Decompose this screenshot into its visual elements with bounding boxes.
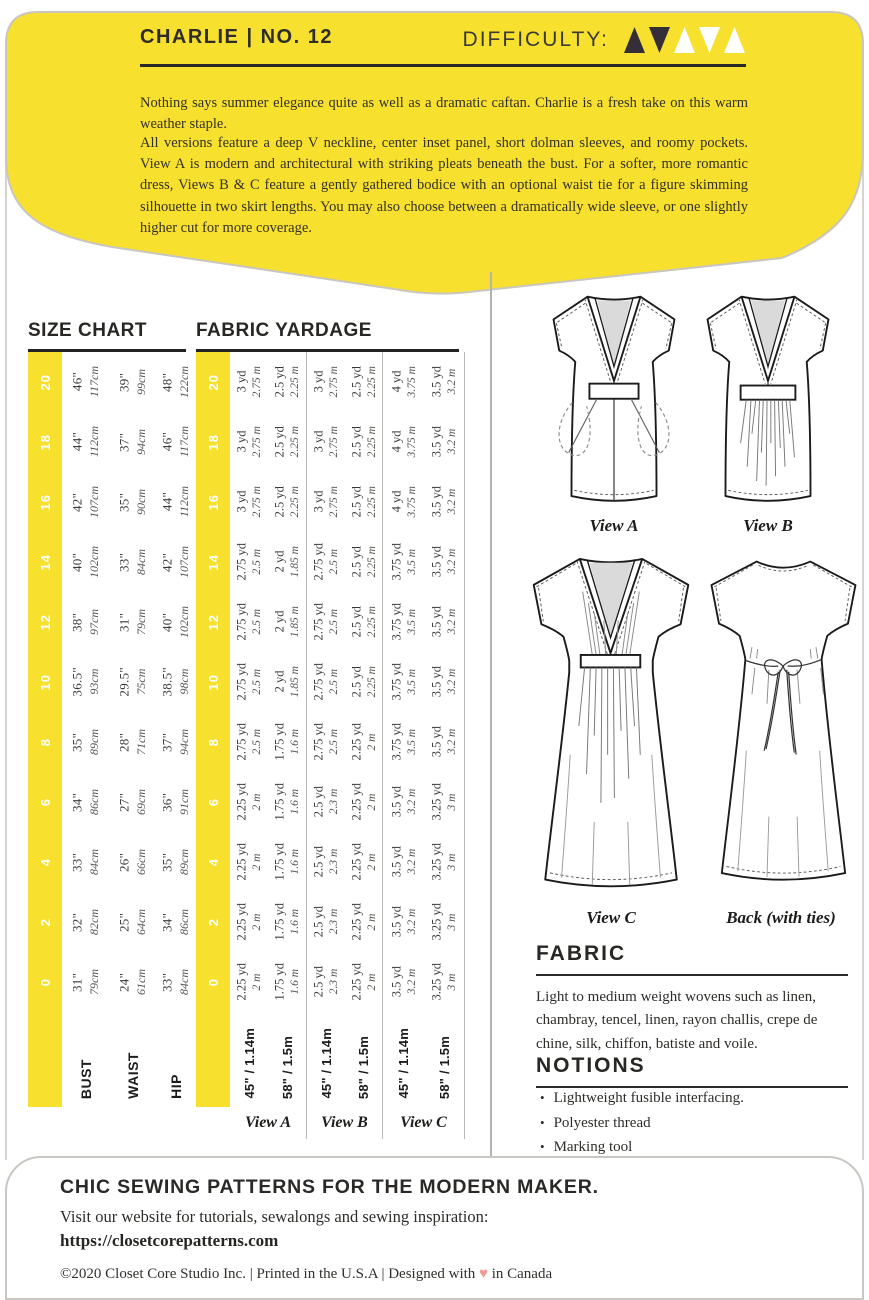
waist-measurement-cell: 27" 69cm [116,789,149,815]
difficulty-triangle-icon [723,26,746,54]
hip-measurement-cell: 40" 102cm [159,606,192,638]
yardage-cell: 2.5 yd 2.25 m [349,666,378,698]
view-a-illustration [543,292,685,514]
size-cell: 8 [28,712,62,772]
yardage-cell: 2.75 yd 2.5 m [234,663,264,701]
size-cell: 6 [196,772,230,832]
fabric-width-label: 45" / 1.14m [306,1012,345,1107]
yardage-cell: 2.25 yd 2 m [349,903,378,941]
yardage-cell: 2.5 yd 2.25 m [349,426,378,458]
size-cell: 14 [28,532,62,592]
yardage-cell: 3.25 yd 3 m [424,832,465,892]
yardage-cell: 3 yd 2.75 m [306,352,345,412]
size-cell: 10 [196,652,230,712]
yardage-cell: 4 yd 3.75 m [382,472,424,532]
size-cell: 18 [28,412,62,472]
yardage-cell: 1.75 yd 1.6 m [272,903,302,941]
yardage-cell: 3.5 yd 3.2 m [424,472,465,532]
pattern-title: CHARLIE | NO. 12 [140,26,333,48]
waist-measurement-cell: 33" 84cm [116,549,149,575]
footer-copyright [60,1266,552,1283]
fabric-yardage-table [196,352,465,1139]
waist-measurement-cell: 31" 79cm [116,609,149,635]
fabric-yardage-heading: FABRIC YARDAGE [196,320,459,352]
size-cell: 6 [28,772,62,832]
yardage-cell: 3 yd 2.75 m [306,472,345,532]
footer-website-url: https://closetcorepatterns.com [60,1231,279,1250]
yardage-cell: 2.5 yd 2.3 m [306,892,345,952]
yardage-cell: 3.75 yd 3.5 m [382,712,424,772]
yardage-cell: 2.5 yd 2.25 m [349,546,378,578]
size-bar-end [196,1012,230,1107]
size-cell: 4 [196,832,230,892]
yardage-cell: 3.5 yd 3.2 m [424,352,465,412]
yardage-cell: 2.75 yd 2.5 m [234,723,264,761]
yardage-cell: 2.75 yd 2.5 m [306,532,345,592]
measure-label: HIP [168,1074,184,1099]
notion-item: • Polyester thread [540,1115,840,1132]
copyright-text: ©2020 Closet Core Studio Inc. | Printed in the U.S.A | Designed with [60,1266,480,1282]
hip-measurement-cell: 34" 86cm [159,909,192,935]
waist-measurement-cell: 28" 71cm [116,729,149,755]
yardage-cell: 3.5 yd 3.2 m [424,412,465,472]
yardage-cell: 4 yd 3.75 m [382,412,424,472]
size-cell: 10 [28,652,62,712]
difficulty-row [420,26,746,54]
yardage-cell: 3.5 yd 3.2 m [382,892,424,952]
yardage-cell: 3.5 yd 3.2 m [424,532,465,592]
size-cell: 16 [28,472,62,532]
size-cell: 0 [28,952,62,1012]
yardage-cell: 2.5 yd 2.3 m [306,772,345,832]
measure-label: BUST [78,1058,94,1099]
view-column-label: View C [382,1107,465,1139]
view-b-illustration [697,292,839,514]
notion-item: • Lightweight fusible interfacing. [540,1090,840,1107]
yardage-cell: 3 yd 2.75 m [306,412,345,472]
hip-measurement-cell: 35" 89cm [159,849,192,875]
size-cell: 14 [196,532,230,592]
waist-measurement-cell: 25" 64cm [116,909,149,935]
waist-measurement-cell: 37" 94cm [116,429,149,455]
hip-measurement-cell: 42" 107cm [159,546,192,578]
size-cell: 2 [28,892,62,952]
yardage-cell: 2.25 yd 2 m [349,723,378,761]
yardage-cell: 2.5 yd 2.3 m [306,952,345,1012]
yardage-cell: 2.75 yd 2.5 m [234,543,264,581]
footer-tagline: CHIC SEWING PATTERNS FOR THE MODERN MAKER. [60,1176,599,1198]
difficulty-triangle-icon [673,26,696,54]
back-view-label: Back (with ties) [726,908,836,927]
yardage-cell: 2.25 yd 2 m [234,903,264,941]
fabric-width-label: 58" / 1.5m [356,1035,371,1099]
yardage-cell: 3.25 yd 3 m [424,892,465,952]
yardage-cell: 3 yd 2.75 m [234,426,264,458]
yardage-cell: 1.75 yd 1.6 m [272,783,302,821]
yardage-cell: 2.75 yd 2.5 m [306,652,345,712]
size-cell: 4 [28,832,62,892]
size-cell: 12 [28,592,62,652]
difficulty-triangle-icon [698,26,721,54]
intro-paragraph-2: All versions feature a deep V neckline, center inset panel, short dolman sleeves, and roomy pockets. View A is modern and architectural with striking pleats beneath the bust. For a softer, more romantic dress, Views B & C feature a gently gathered bodice with an optional waist tie for a figure skimming silhouette in two skirt lengths. You may also choose between a dramatically wide sleeve, or one slightly higher cut for more coverage. [140,134,748,237]
yardage-cell: 3.5 yd 3.2 m [424,652,465,712]
yardage-cell: 3.75 yd 3.5 m [382,652,424,712]
yardage-cell: 2.5 yd 2.3 m [306,832,345,892]
yardage-cell: 1.75 yd 1.6 m [272,963,302,1001]
yardage-cell: 2 yd 1.85 m [272,666,302,698]
yardage-cell: 3.5 yd 3.2 m [382,832,424,892]
bust-measurement-cell: 36.5" 93cm [69,667,102,697]
yardage-cell: 3.5 yd 3.2 m [424,592,465,652]
waist-measurement-cell: 26" 66cm [116,849,149,875]
measure-label: WAIST [125,1052,141,1099]
hip-measurement-cell: 33" 84cm [159,969,192,995]
yardage-cell: 3.25 yd 3 m [424,952,465,1012]
size-cell: 18 [196,412,230,472]
bust-measurement-cell: 42" 107cm [69,486,102,518]
view-column-label: View A [244,1114,292,1131]
yardage-cell: 2 yd 1.85 m [272,606,302,638]
back-view-illustration [703,553,863,892]
bust-measurement-cell: 44" 112cm [69,426,102,458]
hip-measurement-cell: 37" 94cm [159,729,192,755]
yardage-cell: 2.25 yd 2 m [349,843,378,881]
yardage-cell: 3.5 yd 3.2 m [382,772,424,832]
size-cell: 2 [196,892,230,952]
hip-measurement-cell: 46" 117cm [159,426,192,458]
fabric-section-heading: FABRIC [536,942,848,976]
yardage-cell: 2.75 yd 2.5 m [306,592,345,652]
waist-measurement-cell: 39" 99cm [116,369,149,395]
difficulty-icon [623,26,746,54]
waist-measurement-cell: 29.5" 75cm [116,667,149,697]
bust-measurement-cell: 34" 86cm [69,789,102,815]
yardage-cell: 2.25 yd 2 m [234,783,264,821]
copyright-text-end: in Canada [487,1266,553,1282]
view-b-label: View B [743,516,793,535]
yardage-cell: 2 yd 1.85 m [272,546,302,578]
yardage-cell: 3.5 yd 3.2 m [424,712,465,772]
difficulty-triangle-icon [648,26,671,54]
difficulty-label: DIFFICULTY: [462,28,609,51]
notion-item: • Marking tool [540,1139,840,1156]
yardage-cell: 2.5 yd 2.25 m [349,606,378,638]
bust-measurement-cell: 38" 97cm [69,609,102,635]
size-cell: 20 [28,352,62,412]
yardage-cell: 2.25 yd 2 m [349,963,378,1001]
notions-list [540,1090,840,1164]
size-chart-table [28,352,196,1107]
yardage-cell: 3 yd 2.75 m [234,366,264,398]
yardage-cell: 2.5 yd 2.25 m [349,366,378,398]
yardage-cell: 1.75 yd 1.6 m [272,723,302,761]
view-a-label: View A [589,516,639,535]
waist-measurement-cell: 35" 90cm [116,489,149,515]
yardage-cell: 2.75 yd 2.5 m [306,712,345,772]
fabric-description: Light to medium weight wovens such as linen, chambray, tencel, linen, rayon challis, crepe de chine, silk, chiffon, batiste and voile. [536,989,818,1052]
hip-measurement-cell: 44" 112cm [159,486,192,518]
column-divider [490,272,492,1156]
intro-paragraph-1: Nothing says summer elegance quite as well as a dramatic caftan. Charlie is a fresh take on this warm weather staple. [140,94,748,132]
bust-measurement-cell: 40" 102cm [69,546,102,578]
notions-section-heading: NOTIONS [536,1054,848,1088]
yardage-cell: 3.75 yd 3.5 m [382,532,424,592]
size-cell: 20 [196,352,230,412]
yardage-cell: 2.5 yd 2.25 m [272,366,302,398]
size-cell: 12 [196,592,230,652]
size-chart-heading: SIZE CHART [28,320,186,352]
yardage-cell: 2.5 yd 2.25 m [272,486,302,518]
footer-visit-line: Visit our website for tutorials, sewalongs and sewing inspiration: [60,1207,489,1226]
flap-divider-rule [140,64,746,67]
view-c-label: View C [586,908,636,927]
fabric-width-label: 58" / 1.5m [424,1012,465,1107]
hip-measurement-cell: 36" 91cm [159,789,192,815]
size-cell: 16 [196,472,230,532]
bust-measurement-cell: 46" 117cm [69,366,102,398]
yardage-cell: 1.75 yd 1.6 m [272,843,302,881]
fabric-width-label: 45" / 1.14m [241,1028,257,1099]
yardage-cell: 2.25 yd 2 m [349,783,378,821]
view-c-illustration [527,553,695,899]
bust-measurement-cell: 31" 79cm [69,969,102,995]
bust-measurement-cell: 35" 89cm [69,729,102,755]
yardage-cell: 3 yd 2.75 m [234,486,264,518]
yardage-cell: 2.5 yd 2.25 m [272,426,302,458]
bust-measurement-cell: 32" 82cm [69,909,102,935]
size-cell: 8 [196,712,230,772]
yardage-cell: 2.5 yd 2.25 m [349,486,378,518]
size-bar-end [28,1012,62,1107]
hip-measurement-cell: 48" 122cm [159,366,192,398]
fabric-width-label: 58" / 1.5m [279,1035,295,1099]
view-column-label: View B [306,1107,382,1139]
yardage-cell: 4 yd 3.75 m [382,352,424,412]
heart-icon: ♥ [479,1266,488,1282]
yardage-cell: 2.25 yd 2 m [234,963,264,1001]
bust-measurement-cell: 33" 84cm [69,849,102,875]
view-label-spacer [196,1107,230,1139]
yardage-cell: 2.75 yd 2.5 m [234,603,264,641]
yardage-cell: 3.25 yd 3 m [424,772,465,832]
hip-measurement-cell: 38.5" 98cm [159,667,192,697]
size-cell: 0 [196,952,230,1012]
fabric-width-label: 45" / 1.14m [382,1012,424,1107]
yardage-cell: 2.25 yd 2 m [234,843,264,881]
yardage-cell: 3.5 yd 3.2 m [382,952,424,1012]
difficulty-triangle-icon [623,26,646,54]
waist-measurement-cell: 24" 61cm [116,969,149,995]
yardage-cell: 3.75 yd 3.5 m [382,592,424,652]
